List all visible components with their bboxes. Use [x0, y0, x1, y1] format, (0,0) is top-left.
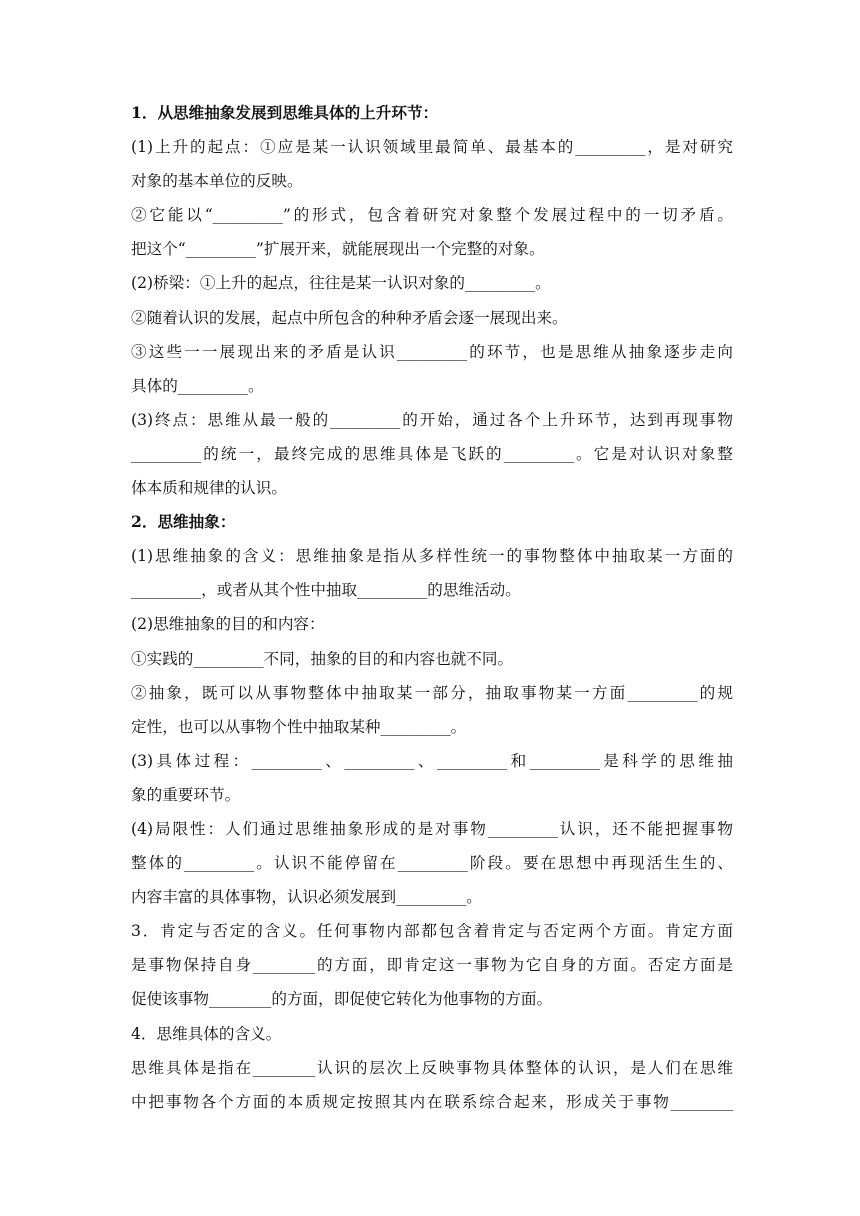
heading-4: 4．思维具体的含义。: [131, 1024, 282, 1043]
text-line: 整体的_________。认识不能停留在_________阶段。要在思想中再现活生生的、: [131, 854, 733, 873]
text-line: ①实践的_________不同，抽象的目的和内容也就不同。: [131, 649, 514, 668]
text-line: 内容丰富的具体事物，认识必须发展到_________。: [131, 888, 482, 907]
text-line: ②随着认识的发展，起点中所包含的种种矛盾会逐一展现出来。: [131, 308, 568, 327]
heading-2: 2．思维抽象：: [131, 512, 236, 532]
text-line: 对象的基本单位的反映。: [131, 172, 303, 191]
text-line: (3)具体过程：_________、_________、_________和_________是科学的思维抽: [131, 751, 733, 770]
text-line: _________的统一，最终完成的思维具体是飞跃的_________。它是对认识对象整: [131, 444, 733, 463]
text-line: (1)上升的起点：①应是某一认识领域里最简单、最基本的_________，是对研究: [131, 138, 733, 157]
heading-3: 3．肯定与否定的含义。任何事物内部都包含着肯定与否定两个方面。肯定方面: [131, 922, 733, 941]
text-line: (1)思维抽象的含义：思维抽象是指从多样性统一的事物整体中抽取某一方面的: [131, 547, 733, 566]
text-line: 思维具体是指在________认识的层次上反映事物具体整体的认识，是人们在思维: [131, 1058, 733, 1077]
text-line: (2)桥梁：①上升的起点，往往是某一认识对象的_________。: [131, 274, 551, 293]
text-line: 促使该事物________的方面，即促使它转化为他事物的方面。: [131, 990, 553, 1009]
text-line: (4)局限性：人们通过思维抽象形成的是对事物_________认识，还不能把握事物: [131, 819, 733, 838]
text-line: 中把事物各个方面的本质规定按照其内在联系综合起来，形成关于事物________: [131, 1092, 733, 1111]
heading-1: 1．从思维抽象发展到思维具体的上升环节：: [131, 103, 439, 122]
text-line: 体本质和规律的认识。: [131, 479, 287, 498]
text-line: 定性，也可以从事物个性中抽取某种_________。: [131, 717, 467, 736]
text-line: 具体的_________。: [131, 376, 264, 395]
document-body: [131, 96, 733, 1119]
text-line: 是事物保持自身________的方面，即肯定这一事物为它自身的方面。否定方面是: [131, 956, 733, 975]
text-line: (2)思维抽象的目的和内容：: [131, 615, 325, 634]
text-line: 象的重要环节。: [131, 785, 241, 804]
text-line: ③这些一一展现出来的矛盾是认识_________的环节，也是思维从抽象逐步走向: [131, 342, 733, 361]
text-line: 把这个“_________”扩展开来，就能展现出一个完整的对象。: [131, 240, 545, 259]
text-line: ②它能以“_________”的形式，包含着研究对象整个发展过程中的一切矛盾。: [131, 206, 733, 225]
text-line: ②抽象，既可以从事物整体中抽取某一部分，抽取事物某一方面_________的规: [131, 683, 733, 702]
text-line: _________，或者从其个性中抽取_________的思维活动。: [131, 581, 521, 600]
text-line: (3)终点：思维从最一般的_________的开始，通过各个上升环节，达到再现事物: [131, 410, 733, 429]
